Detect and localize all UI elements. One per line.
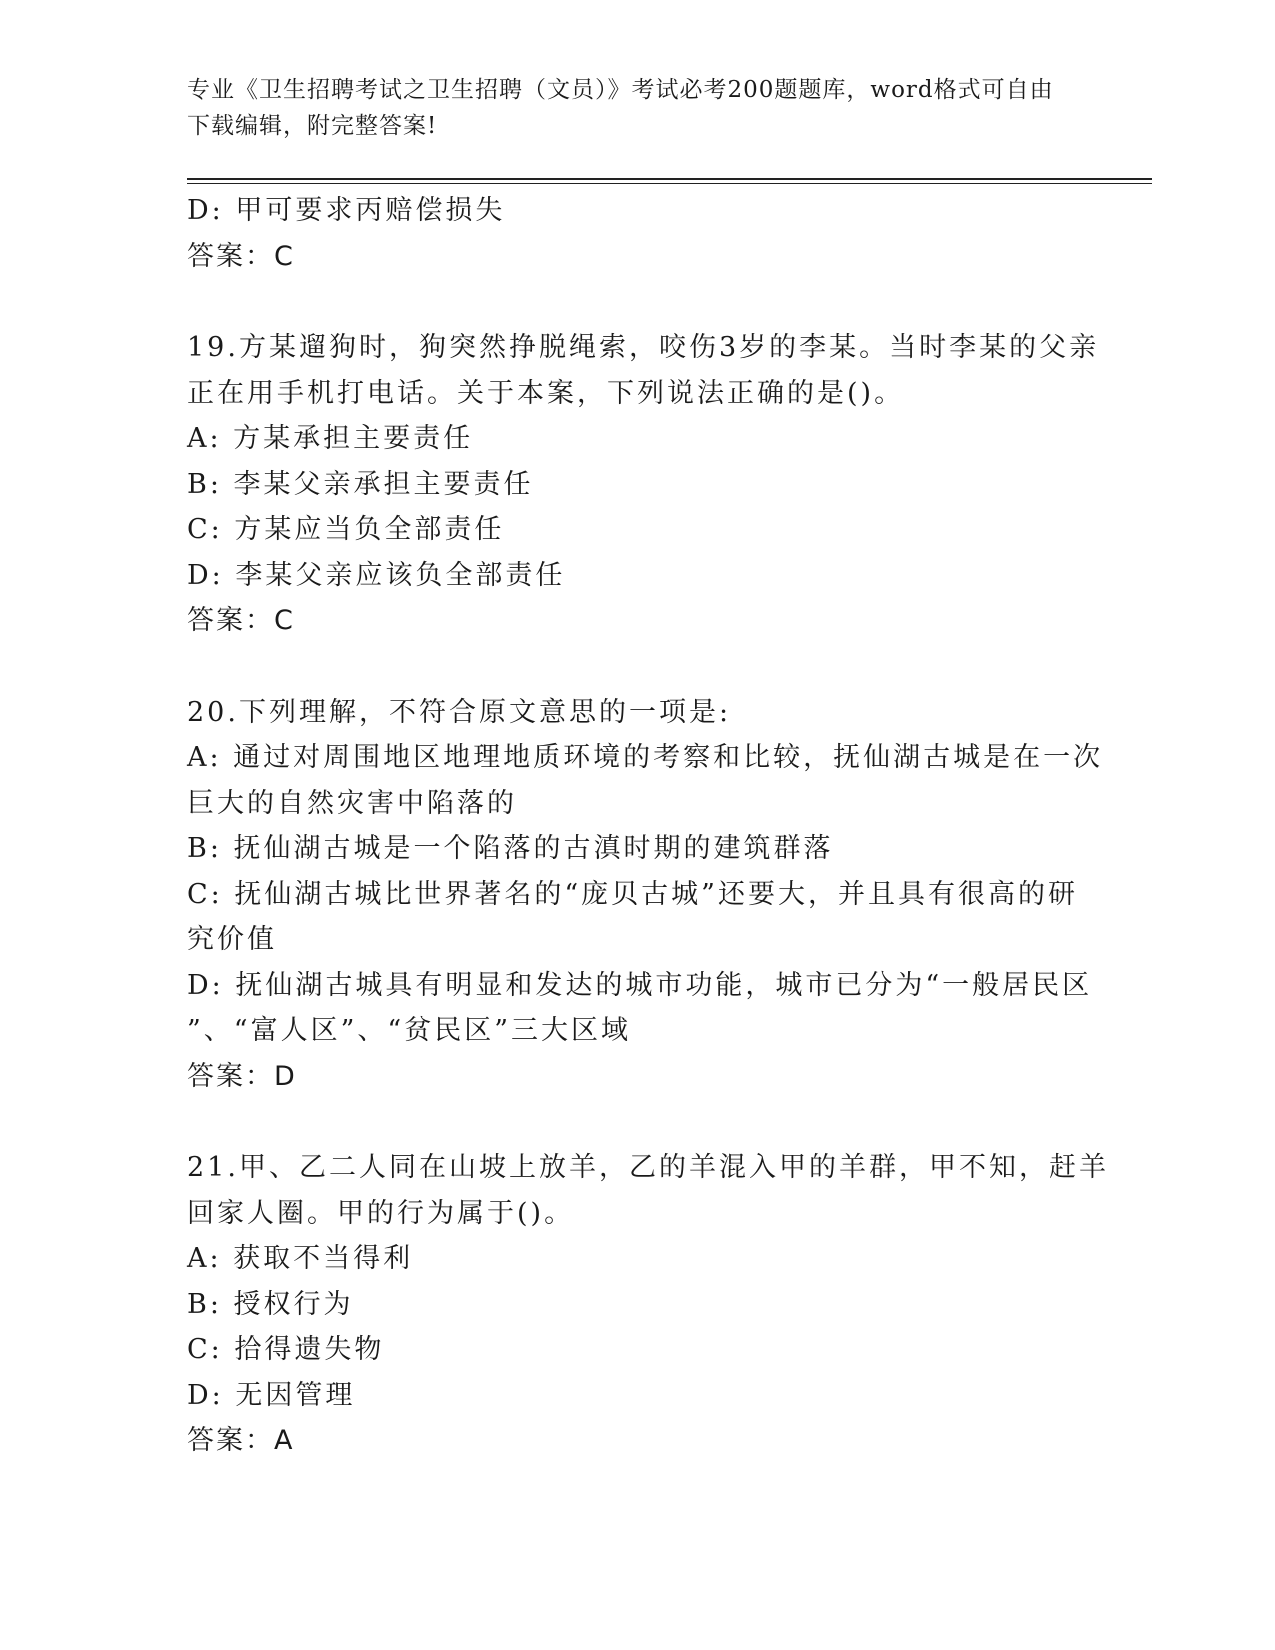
document-header: 专业《卫生招聘考试之卫生招聘（文员）》考试必考200题题库，word格式可自由下载编辑，附完整答案! (187, 77, 1054, 139)
option-d: D: 抚仙湖古城具有明显和发达的城市功能，城市已分为“一般居民区 (187, 969, 1093, 1001)
option-d: D: 李某父亲应该负全部责任 (187, 559, 566, 591)
option-b: B: 李某父亲承担主要责任 (187, 468, 534, 500)
option-a: A: 获取不当得利 (187, 1243, 414, 1274)
question-list (187, 188, 1109, 1464)
question-stem: 19.方某遛狗时，狗突然挣脱绳索，咬伤3岁的李某。当时李某的父亲 (187, 332, 1100, 363)
option-b: B: 抚仙湖古城是一个陷落的古滇时期的建筑群落 (187, 833, 834, 864)
spacer (187, 644, 1087, 690)
question-stem-cont: 正在用手机打电话。关于本案，下列说法正确的是()。 (187, 377, 905, 409)
header-rule-thick (187, 178, 1152, 180)
option-c: C: 方某应当负全部责任 (187, 514, 505, 545)
option-b: B: 授权行为 (187, 1288, 354, 1320)
option-d: D: 无因管理 (187, 1379, 356, 1411)
question-18-tail (187, 188, 1087, 279)
question-20 (187, 690, 1104, 1100)
option-a: A: 通过对周围地区地理地质环境的考察和比较，抚仙湖古城是在一次 (187, 742, 1104, 773)
option-c-cont: 究价值 (187, 924, 277, 955)
option-d-cont: ”、“富人区”、“贫民区”三大区域 (187, 1015, 632, 1046)
spacer (187, 279, 1087, 325)
answer-line: 答案：C (187, 240, 295, 272)
option-c: C: 拾得遗失物 (187, 1334, 385, 1365)
answer-line: 答案：C (187, 605, 295, 636)
question-stem: 21.甲、乙二人同在山坡上放羊，乙的羊混入甲的羊群，甲不知，赶羊 (187, 1152, 1109, 1183)
question-stem: 20.下列理解，不符合原文意思的一项是: (187, 696, 732, 728)
option-a-cont: 巨大的自然灾害中陷落的 (187, 787, 517, 819)
question-21 (187, 1145, 1109, 1464)
spacer (187, 1099, 1087, 1145)
option-d: D: 甲可要求丙赔偿损失 (187, 195, 506, 226)
answer-line: 答案：A (187, 1425, 295, 1456)
header-rule-thin (187, 183, 1152, 184)
option-c: C: 抚仙湖古城比世界著名的“庞贝古城”还要大，并且具有很高的研 (187, 878, 1078, 910)
question-19 (187, 325, 1100, 644)
option-a: A: 方某承担主要责任 (187, 423, 474, 454)
answer-line: 答案：D (187, 1060, 297, 1092)
question-stem-cont: 回家人圈。甲的行为属于()。 (187, 1197, 575, 1229)
